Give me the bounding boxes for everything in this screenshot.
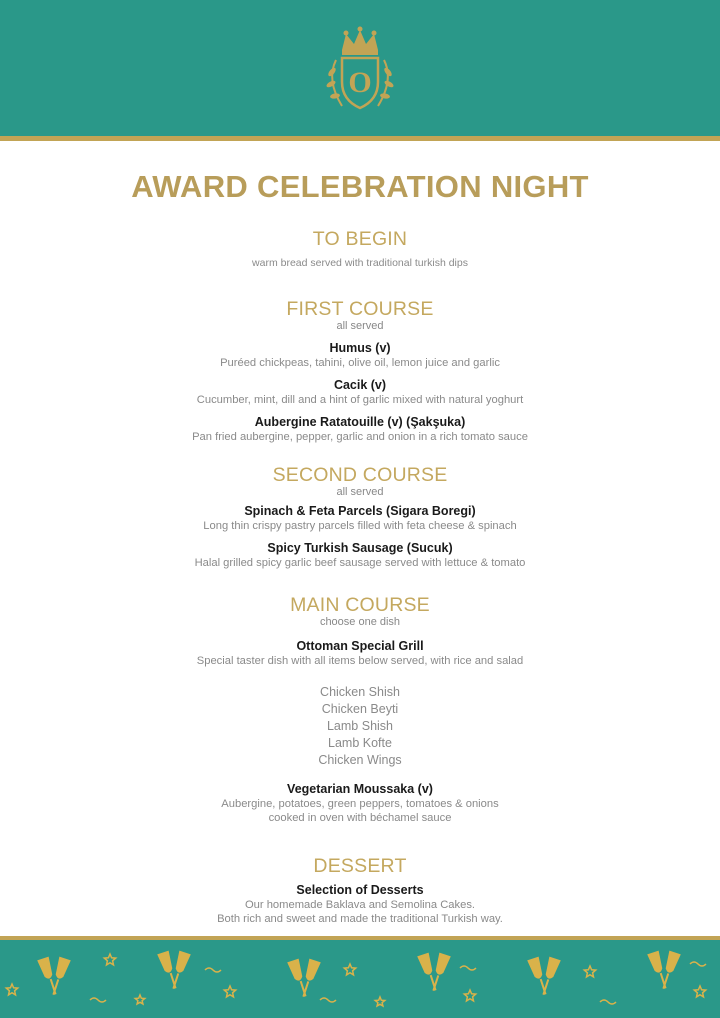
celebration-pattern	[0, 940, 720, 1018]
star-icon	[6, 984, 17, 995]
menu-item-name: Spinach & Feta Parcels (Sigara Boregi)	[244, 504, 476, 518]
crown-crest-icon	[312, 20, 408, 120]
section-note: choose one dish	[319, 616, 401, 628]
section-heading: SECOND COURSE	[272, 464, 448, 486]
footer-pattern	[0, 940, 720, 1018]
section-note: all served	[336, 320, 384, 332]
menu-item-name: Selection of Desserts	[296, 883, 424, 897]
section-dessert	[0, 855, 720, 926]
confetti-icon	[690, 962, 706, 966]
section-second-course	[0, 464, 720, 570]
menu-item-description: Halal grilled spicy garlic beef sausage served with lettuce & tomato	[194, 557, 526, 569]
section-to-begin	[0, 228, 720, 270]
grill-item-list	[0, 684, 720, 769]
champagne-glasses-icon	[647, 951, 681, 989]
champagne-glasses-icon	[157, 951, 191, 989]
menu-item-description: Our homemade Baklava and Semolina Cakes.	[244, 899, 476, 911]
menu-item-name: Vegetarian Moussaka (v)	[287, 782, 433, 796]
confetti-icon	[320, 998, 336, 1002]
menu-item-description: Puréed chickpeas, tahini, olive oil, lemon juice and garlic	[220, 357, 500, 369]
menu-item-name: Aubergine Ratatouille (v) (Şakşuka)	[254, 415, 466, 429]
page-title: AWARD CELEBRATION NIGHT	[131, 169, 589, 204]
item-description: warm bread served with traditional turkish dips	[252, 257, 468, 269]
menu-item-description: cooked in oven with béchamel sauce	[268, 812, 452, 824]
section-heading: FIRST COURSE	[286, 298, 434, 320]
logo-letter: O	[348, 66, 372, 99]
section-note: all served	[336, 486, 384, 498]
list-item: Lamb Shish	[326, 719, 393, 733]
section-heading: TO BEGIN	[312, 228, 408, 250]
champagne-glasses-icon	[417, 953, 451, 991]
list-item: Chicken Wings	[318, 753, 402, 767]
star-icon	[375, 997, 385, 1006]
star-icon	[344, 964, 355, 975]
champagne-glasses-icon	[37, 957, 71, 995]
menu-item-description: Aubergine, potatoes, green peppers, tomatoes & onions	[221, 798, 499, 810]
menu-item-name: Cacik (v)	[333, 378, 387, 392]
champagne-glasses-icon	[527, 957, 561, 995]
list-item: Chicken Beyti	[321, 702, 399, 716]
star-icon	[584, 966, 595, 977]
section-first-course	[0, 298, 720, 444]
star-icon	[224, 986, 235, 997]
header-gold-rule	[0, 136, 720, 141]
confetti-icon	[205, 968, 221, 972]
menu-item-description: Pan fried aubergine, pepper, garlic and onion in a rich tomato sauce	[192, 431, 528, 443]
star-icon	[135, 995, 145, 1004]
menu-item-name: Spicy Turkish Sausage (Sucuk)	[267, 541, 453, 555]
confetti-icon	[90, 998, 106, 1002]
star-icon	[464, 990, 475, 1001]
menu-item-description: Both rich and sweet and made the traditional Turkish way.	[217, 913, 503, 925]
menu-item-name: Ottoman Special Grill	[296, 639, 424, 653]
menu-item-description: Cucumber, mint, dill and a hint of garlic mixed with natural yoghurt	[196, 394, 524, 406]
list-item: Chicken Shish	[320, 685, 400, 699]
confetti-icon	[600, 1000, 616, 1004]
menu-item-name: Humus (v)	[329, 341, 391, 355]
champagne-glasses-icon	[287, 959, 321, 997]
section-main-course	[0, 594, 720, 825]
menu-content	[0, 168, 720, 926]
section-heading: DESSERT	[313, 855, 407, 877]
menu-item-description: Special taster dish with all items below served, with rice and salad	[196, 655, 524, 667]
star-icon	[694, 986, 705, 997]
menu-item-description: Long thin crispy pastry parcels filled with feta cheese & spinach	[203, 520, 517, 532]
confetti-icon	[460, 966, 476, 970]
list-item: Lamb Kofte	[328, 736, 392, 750]
section-heading: MAIN COURSE	[290, 594, 430, 616]
star-icon	[104, 954, 115, 965]
header-banner	[0, 0, 720, 136]
